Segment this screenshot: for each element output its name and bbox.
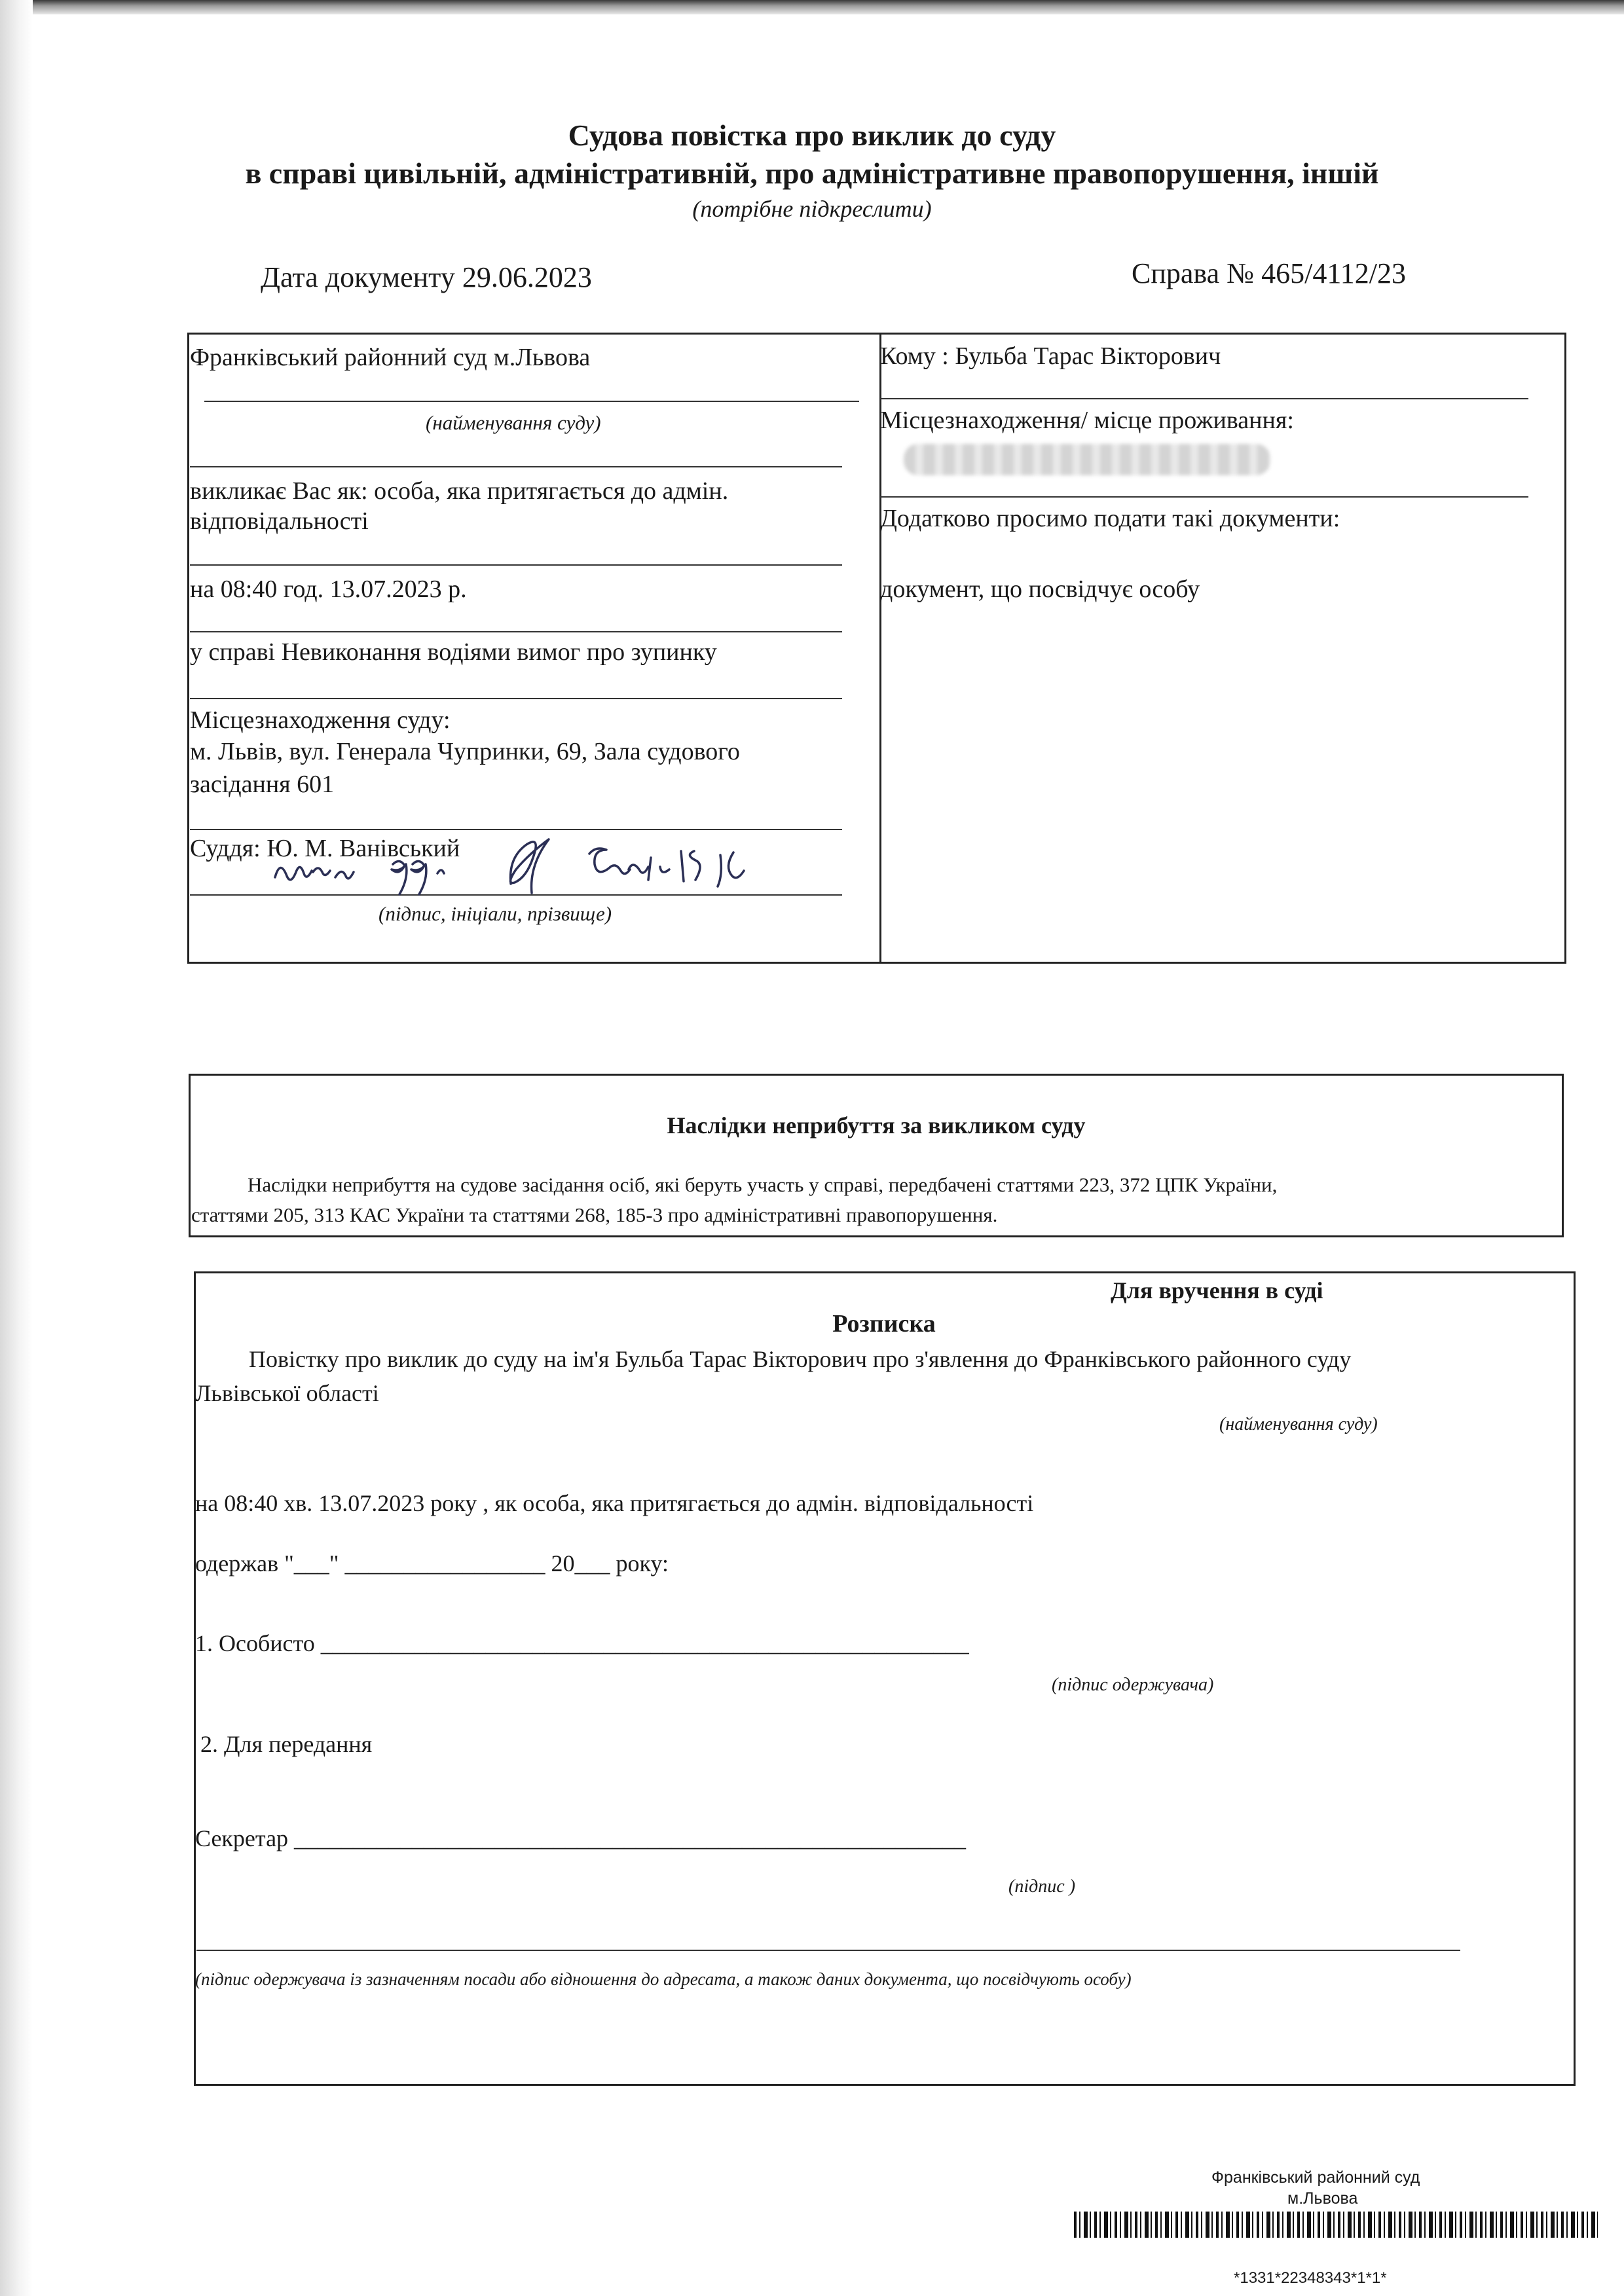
signature-caption: (підпис, ініціали, прізвище) bbox=[378, 902, 612, 925]
underline bbox=[880, 496, 1528, 498]
received-date: одержав "___" _________________ 20___ року: bbox=[195, 1550, 669, 1576]
court-location-label: Місцезнаходження суду: bbox=[190, 706, 451, 734]
underline bbox=[880, 398, 1528, 399]
underline bbox=[196, 1950, 1460, 1951]
court-location-cont: засідання 601 bbox=[190, 771, 335, 798]
recipient-signature-caption: (підпис одержувача) bbox=[1052, 1675, 1214, 1695]
underline bbox=[190, 466, 842, 467]
case-number: Справа № 465/4112/23 bbox=[1132, 257, 1406, 289]
receipt-recipient: Повістку про виклик до суду на ім'я Бульба Тарас Вікторович про з'явлення до Франківського районного суду bbox=[249, 1346, 1352, 1372]
extra-docs-value: документ, що посвідчує особу bbox=[880, 575, 1200, 603]
summon-as-cont: відповідальності bbox=[190, 507, 369, 535]
bottom-caption: (підпис одержувача із зазначенням посади або відношення до адресата, а також даних документа, що посвідчують особу) bbox=[195, 1969, 1132, 1989]
hearing-time: на 08:40 год. 13.07.2023 р. bbox=[190, 575, 467, 603]
underline-note: (потрібне підкреслити) bbox=[692, 196, 932, 222]
receipt-court-caption: (найменування суду) bbox=[1219, 1414, 1378, 1434]
summon-as: викликає Вас як: особа, яка притягається до адмін. bbox=[190, 477, 729, 505]
secretary-line: Секретар _________________________________________________________ bbox=[195, 1825, 967, 1851]
receipt-recipient-cont: Львівської області bbox=[195, 1380, 379, 1406]
barcode-text: *1331*22348343*1*1* bbox=[1234, 2269, 1387, 2287]
court-caption: (найменування суду) bbox=[426, 411, 601, 434]
redacted-address bbox=[904, 444, 1270, 475]
footer-court-name: Франківський районний суд bbox=[1211, 2168, 1420, 2187]
recipient: Кому : Бульба Тарас Вікторович bbox=[880, 342, 1221, 370]
paper-edge-left bbox=[0, 0, 33, 2296]
consequences-text: Наслідки неприбуття на судове засідання осіб, які беруть участь у справі, передбачені статтями 223, 372 ЦПК України, bbox=[248, 1173, 1278, 1196]
extra-docs-label: Додатково просимо подати такі документи: bbox=[880, 505, 1340, 532]
for-court-label: Для вручення в суді bbox=[1111, 1277, 1323, 1303]
document-title: Судова повістка про виклик до суду bbox=[568, 118, 1056, 152]
case-subject: у справі Невиконання водіями вимог про зупинку bbox=[190, 638, 717, 666]
residence-label: Місцезнаходження/ місце проживання: bbox=[880, 407, 1294, 434]
document-date: Дата документу 29.06.2023 bbox=[261, 261, 592, 293]
for-transfer: 2. Для передання bbox=[200, 1731, 373, 1757]
receipt-time: на 08:40 хв. 13.07.2023 року , як особа, яка притягається до адмін. відповідальності bbox=[195, 1490, 1034, 1516]
receipt-title: Розписка bbox=[832, 1310, 936, 1338]
court-name: Франківський районний суд м.Львова bbox=[190, 344, 591, 371]
secretary-signature-caption: (підпис ) bbox=[1008, 1876, 1076, 1897]
document-subtitle: в справі цивільній, адміністративній, про адміністративне правопорушення, іншій bbox=[245, 156, 1379, 190]
barcode bbox=[1074, 2212, 1598, 2238]
underline bbox=[190, 564, 842, 566]
personally-line: 1. Особисто _______________________________________________________ bbox=[195, 1630, 969, 1656]
court-location: м. Львів, вул. Генерала Чупринки, 69, Зала судового bbox=[190, 738, 740, 765]
paper-edge bbox=[0, 0, 1624, 14]
handwritten-signature bbox=[262, 818, 799, 917]
underline bbox=[190, 698, 842, 699]
consequences-text-cont: статтями 205, 313 КАС України та статтями 268, 185-3 про адміністративні правопорушення. bbox=[191, 1203, 998, 1226]
footer-court-city: м.Львова bbox=[1287, 2189, 1358, 2208]
underline bbox=[190, 631, 842, 632]
receipt-box bbox=[194, 1271, 1576, 2086]
consequences-title: Наслідки неприбуття за викликом суду bbox=[667, 1112, 1086, 1139]
judge-name: Суддя: Ю. М. Ванівський bbox=[190, 835, 460, 862]
underline bbox=[204, 401, 859, 402]
